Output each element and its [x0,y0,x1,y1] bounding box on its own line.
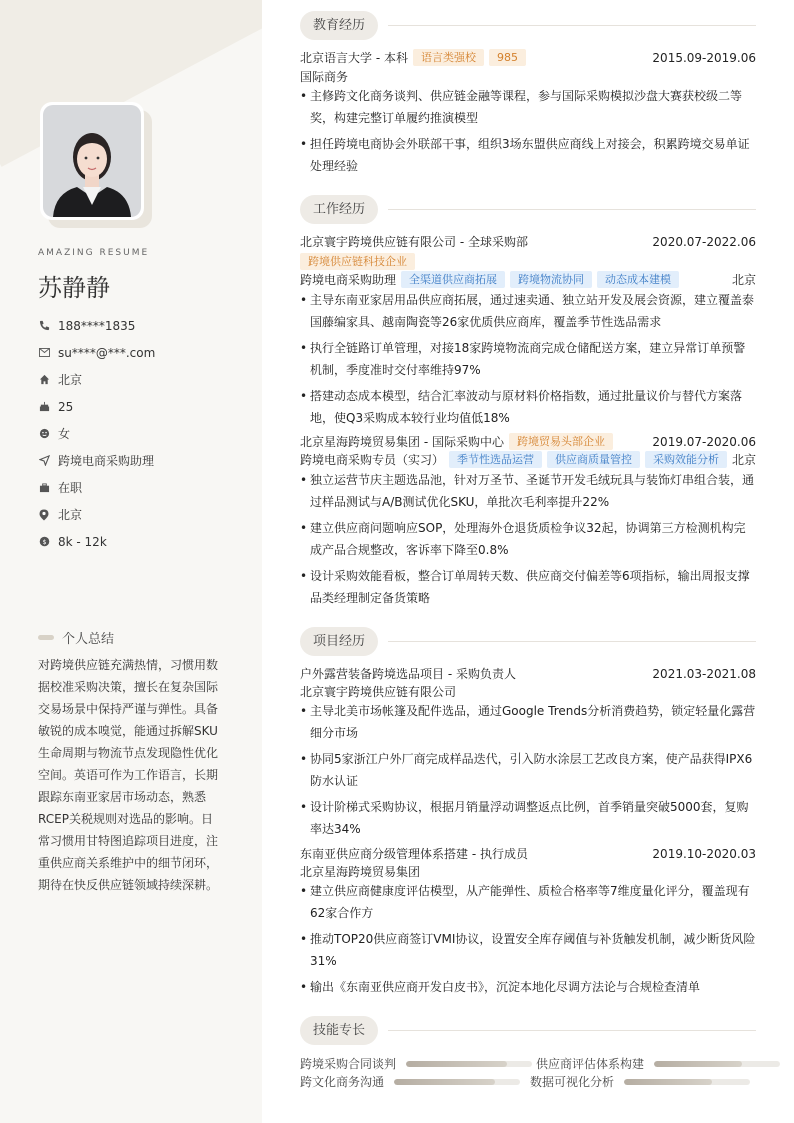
list-item: • 设计阶梯式采购协议，根据月销量浮动调整返点比例，首季销量突破5000套，复购率达34% [300,796,756,840]
job-role-row [300,271,756,288]
project-name: 户外露营装备跨境选品项目 - 采购负责人 [300,667,516,681]
contact-salary [38,528,248,555]
gender-text: 女 [58,427,71,441]
role-tag: 季节性选品运营 [449,451,542,468]
skills-title: 技能专长 [300,1016,378,1045]
projects-section-header [300,626,756,656]
skill-bar [654,1061,780,1067]
location-text: 北京 [58,508,83,522]
list-item: • 建立供应商问题响应SOP，处理海外仓退货质检争议32起，协调第三方检测机构完成产品合规整改，客诉率下降至0.8% [300,517,756,561]
list-item: • 执行全链路订单管理，对接18家跨境物流商完成仓储配送方案，建立异常订单预警机制，季度准时交付率维持97% [300,337,756,381]
contact-status [38,474,248,501]
list-item: • 主导东南亚家居用品供应商拓展，通过速卖通、独立站开发及展会资源，建立覆盖泰国藤编家具、越南陶瓷等26家优质供应商库，覆盖季节性选品需求 [300,289,756,333]
project-org: 北京寰宇跨境供应链有限公司 [300,685,457,699]
skill-item [300,1073,520,1090]
skill-bar [624,1079,750,1085]
work-section-header [300,194,756,224]
company-name: 北京寰宇跨境供应链有限公司 - 全球采购部 [300,235,528,249]
school-name: 北京语言大学 - 本科 [300,51,408,65]
skill-name: 跨境采购合同谈判 [300,1057,397,1071]
email-text: su****@***.com [58,345,156,360]
photo-frame [40,102,152,228]
skill-item [300,1055,532,1072]
summary-title: 个人总结 [62,632,115,647]
candidate-name: 苏静静 [38,274,110,302]
job-date: 2020.07-2022.06 [652,234,756,249]
job-company-row [300,433,756,450]
skill-name: 跨文化商务沟通 [300,1075,385,1089]
role-tag: 采购效能分析 [645,451,727,468]
position-text: 跨境电商采购助理 [58,454,155,468]
job-bullets [300,469,756,613]
contact-list [38,312,248,555]
list-item: • 搭建动态成本模型，结合汇率波动与原材料价格指数，通过批量议价与替代方案落地，使Q3采购成本较行业均值低18% [300,385,756,429]
job-company-row [300,233,756,250]
email-icon [38,347,50,359]
home-text: 北京 [58,373,83,387]
school-tag: 语言类强校 [413,49,484,66]
list-item: • 协同5家浙江户外厂商完成样品迭代，引入防水涂层工艺改良方案，使产品获得IPX6防水认证 [300,748,756,792]
summary-heading [38,628,114,647]
school-tag: 985 [489,49,526,66]
sidebar [0,0,262,1123]
list-item: • 设计采购效能看板，整合订单周转天数、供应商交付偏差等6项指标，输出周报支撑品类经理制定备货策略 [300,565,756,609]
avatar [40,102,144,220]
location-pin-icon [38,509,50,521]
list-item: • 主修跨文化商务谈判、供应链金融等课程，参与国际采购模拟沙盘大赛获校级二等奖，构建完整订单履约推演模型 [300,85,756,129]
age-text: 25 [58,399,74,414]
job-role: 跨境电商采购助理 [300,273,397,287]
work-title: 工作经历 [300,195,378,224]
company-tag: 跨境贸易头部企业 [509,433,613,450]
education-bullets [300,85,756,181]
project-title-row [300,665,756,682]
contact-age [38,393,248,420]
phone-text: 188****1835 [58,318,136,333]
job-city: 北京 [731,453,756,467]
brand-label: AMAZING RESUME [38,248,150,258]
list-item: • 输出《东南亚供应商开发白皮书》，沉淀本地化尽调方法论与合规检查清单 [300,976,756,998]
project-date: 2019.10-2020.03 [652,846,756,861]
home-icon [38,374,50,386]
contact-phone [38,312,248,339]
list-item: • 建立供应商健康度评估模型，从产能弹性、质检合格率等7维度量化评分，覆盖现有62家合作方 [300,880,756,924]
project-org: 北京星海跨境贸易集团 [300,865,421,879]
company-tag: 跨境供应链科技企业 [300,253,415,270]
contact-gender [38,420,248,447]
education-date: 2015.09-2019.06 [652,50,756,65]
project-name: 东南亚供应商分级管理体系搭建 - 执行成员 [300,847,528,861]
role-tag: 跨境物流协同 [510,271,592,288]
job-role-row [300,451,756,468]
job-bullets [300,289,756,433]
education-school-row [300,49,756,66]
skills-section-header [300,1015,756,1045]
project-date: 2021.03-2021.08 [652,666,756,681]
project-bullets [300,880,756,1002]
skill-item [530,1073,750,1090]
project-title-row [300,845,756,862]
project-org-row [300,683,756,700]
list-item: • 担任跨境电商协会外联部干事，组织3场东盟供应商线上对接会，积累跨境交易单证处理经验 [300,133,756,177]
list-item: • 推动TOP20供应商签订VMI协议，设置安全库存阈值与补货触发机制，减少断货风险31% [300,928,756,972]
role-tag: 全渠道供应商拓展 [401,271,505,288]
money-icon [38,536,50,548]
job-role: 跨境电商采购专员（实习） [300,453,445,467]
skill-name: 供应商评估体系构建 [536,1057,645,1071]
contact-location [38,501,248,528]
role-tag: 动态成本建模 [597,271,679,288]
education-section-header [300,10,756,40]
project-org-row [300,863,756,880]
education-major-row [300,68,756,85]
skill-name: 数据可视化分析 [530,1075,615,1089]
skill-item [536,1055,780,1072]
skill-bar [394,1079,520,1085]
briefcase-icon [38,482,50,494]
status-text: 在职 [58,481,83,495]
list-item: • 主导北美市场帐篷及配件选品，通过Google Trends分析消费趋势，锁定轻量化露营细分市场 [300,700,756,744]
summary-text: 对跨境供应链充满热情，习惯用数据校准采购决策，擅长在复杂国际交易场景中保持严谨与弹性。具备敏锐的成本嗅觉，能通过拆解SKU生命周期与物流节点发现隐性优化空间。英语可作为工作语言，长期跟踪东南亚家居市场动态，熟悉RCEP关税规则对选品的影响。日常习惯用甘特图追踪项目进度，注重供应商关系维护中的细节闭环，期待在快反供应链领域持续深耕。 [38,658,219,892]
gender-icon [38,428,50,440]
contact-email [38,339,248,366]
phone-icon [38,320,50,332]
role-tag: 供应商质量管控 [547,451,640,468]
salary-text: 8k - 12k [58,534,107,549]
list-item: • 独立运营节庆主题选品池，针对万圣节、圣诞节开发毛绒玩具与装饰灯串组合装，通过样品测试与A/B测试优化SKU，单批次毛利率提升22% [300,469,756,513]
education-title: 教育经历 [300,11,378,40]
send-icon [38,455,50,467]
skill-bar [406,1061,532,1067]
company-name: 北京星海跨境贸易集团 - 国际采购中心 [300,435,504,449]
cake-icon [38,401,50,413]
major: 国际商务 [300,70,349,84]
svg-text:$: $ [41,537,47,546]
project-bullets [300,700,756,844]
job-date: 2019.07-2020.06 [652,434,756,449]
job-tag-row [300,253,756,270]
contact-position [38,447,248,474]
job-city: 北京 [731,273,756,287]
projects-title: 项目经历 [300,627,378,656]
contact-home [38,366,248,393]
